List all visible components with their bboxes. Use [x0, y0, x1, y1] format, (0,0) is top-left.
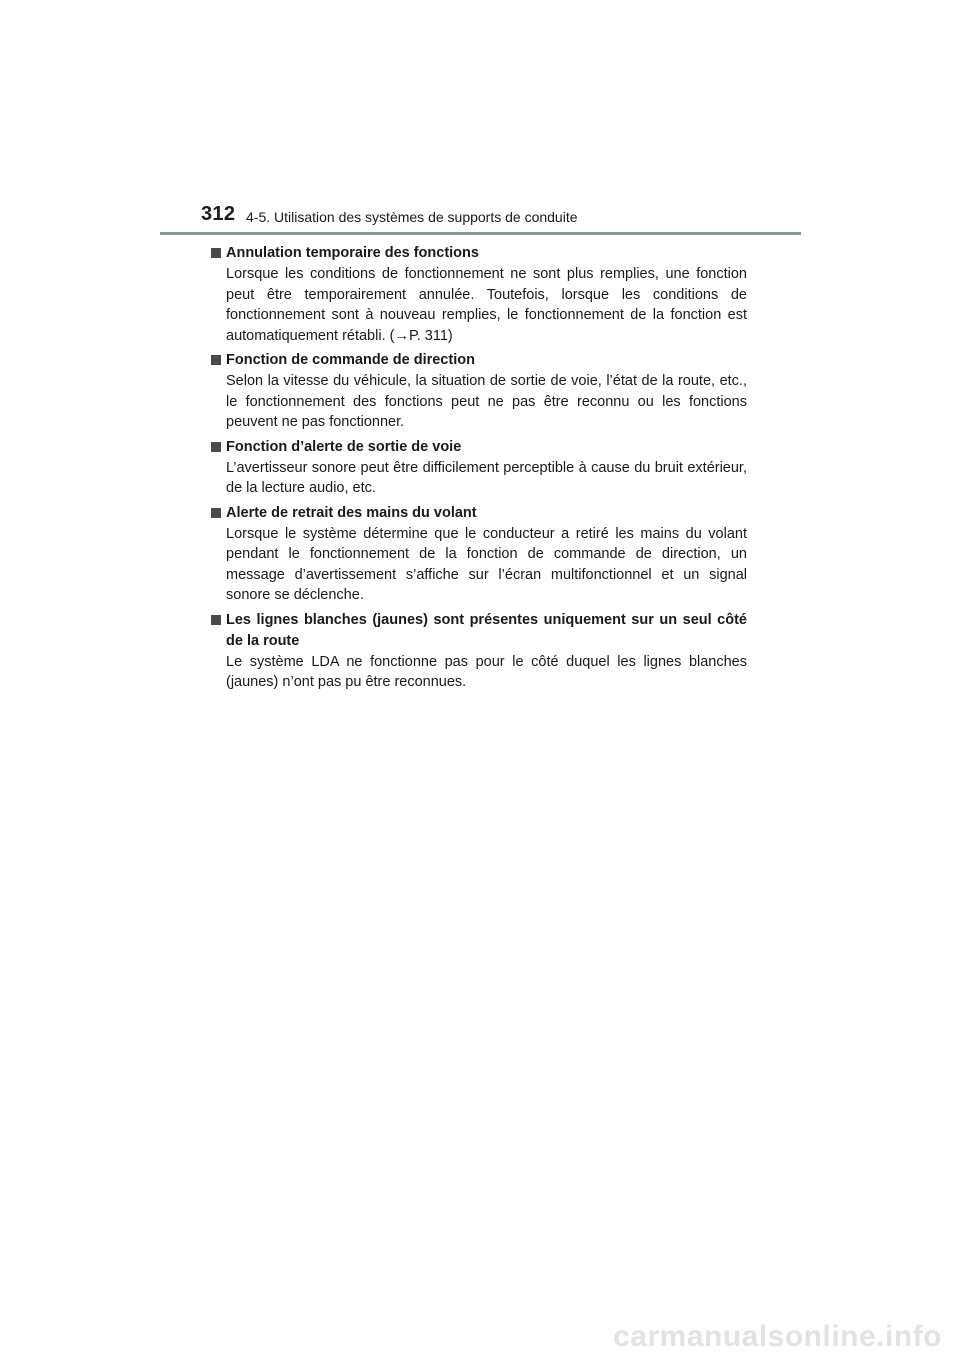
section-body: Le système LDA ne fonctionne pas pour le côté duquel les lignes blanches (jaunes) n’ont pas pu être reconnues. — [226, 653, 747, 690]
section-temporary-cancellation — [211, 243, 747, 346]
section-heading — [211, 350, 747, 371]
section-heading — [211, 610, 747, 652]
section-heading — [211, 437, 747, 458]
section-heading-text: Les lignes blanches (jaunes) sont présentes uniquement sur un seul côté de la route — [226, 611, 747, 649]
section-heading — [211, 503, 747, 524]
section-body: Selon la vitesse du véhicule, la situation de sortie de voie, l’état de la route, etc., le fonctionnement des fonctions peut ne pas être reconnu ou les fonctions peuvent ne pas fonctionner. — [226, 373, 747, 430]
section-body: Lorsque les conditions de fonctionnement ne sont plus remplies, une fonction peut être temporairement annulée. Toutefois, lorsque les conditions de fonctionnement sont à nouveau remplies, le fonctionnement de la fonction est automatiquement rétabli. (→P. 311) — [226, 266, 747, 344]
section-lines-one-side — [211, 610, 747, 693]
site-watermark: carmanualsonline.info — [613, 1320, 942, 1353]
section-hands-off-alert — [211, 503, 747, 606]
section-heading-text: Annulation temporaire des fonctions — [226, 245, 479, 261]
section-heading-text: Fonction d’alerte de sortie de voie — [226, 438, 462, 455]
header-divider — [160, 232, 801, 235]
page-content — [211, 243, 747, 697]
square-bullet-icon — [211, 355, 221, 365]
section-heading-text: Fonction de commande de direction — [226, 352, 475, 368]
section-heading-text: Alerte de retrait des mains du volant — [226, 504, 477, 521]
section-lane-departure-alert — [211, 437, 747, 499]
section-heading — [211, 243, 747, 264]
square-bullet-icon — [211, 442, 221, 452]
square-bullet-icon — [211, 508, 221, 518]
square-bullet-icon — [211, 248, 221, 258]
page-number: 312 — [201, 203, 236, 225]
chapter-title: 4-5. Utilisation des systèmes de supports de conduite — [246, 209, 578, 225]
square-bullet-icon — [211, 615, 221, 625]
section-body: L’avertisseur sonore peut être difficilement perceptible à cause du bruit extérieur, de la lecture audio, etc. — [226, 459, 747, 496]
section-body: Lorsque le système détermine que le conducteur a retiré les mains du volant pendant le fonctionnement de la fonction de commande de direction, un message d’avertissement s’affiche sur l’écran multifonctionnel et un signal sonore se déclenche. — [226, 525, 747, 603]
section-steering-control — [211, 350, 747, 433]
